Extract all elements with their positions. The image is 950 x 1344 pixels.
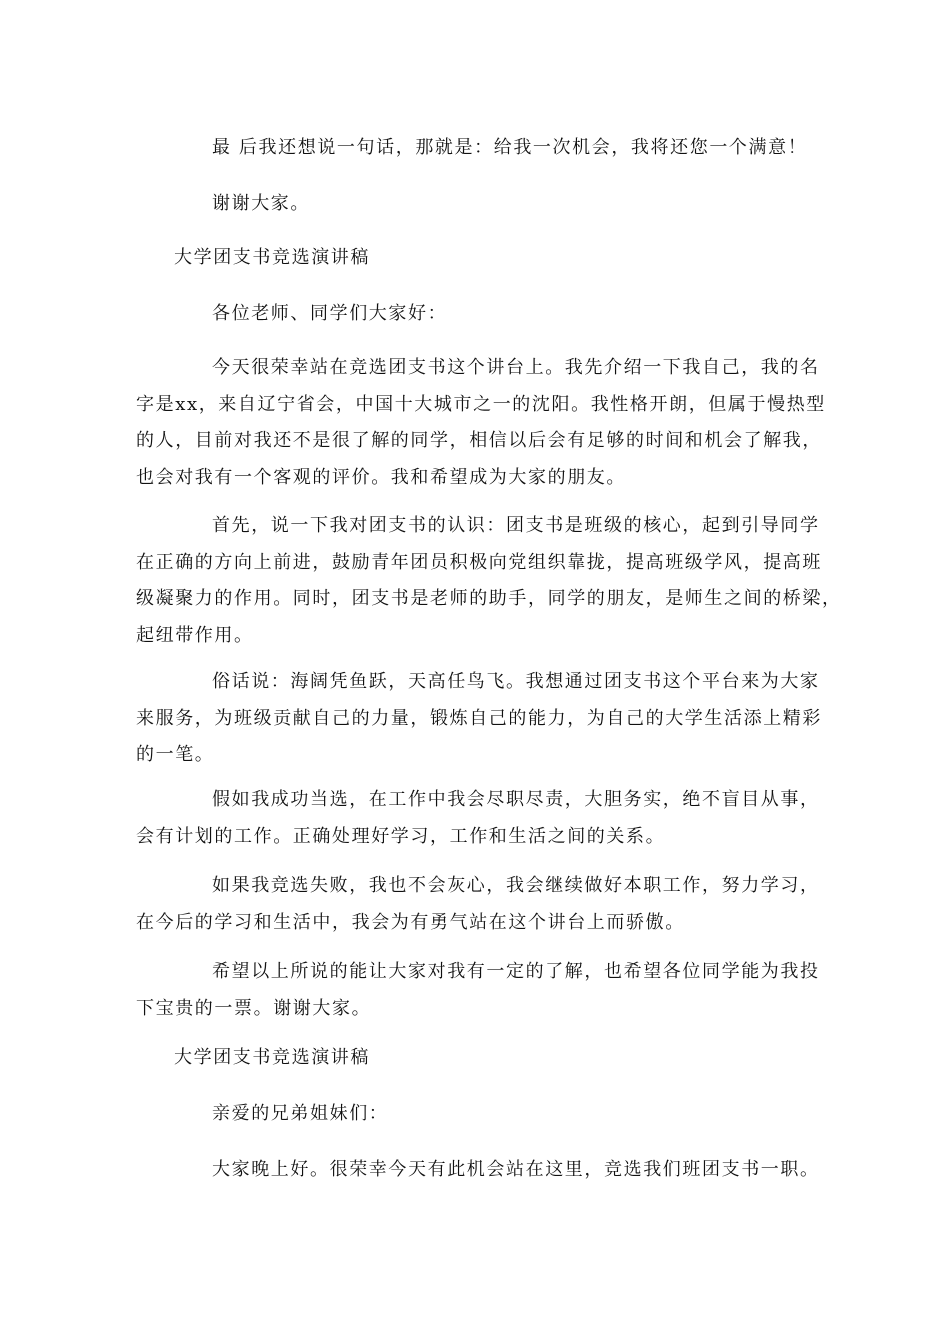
paragraph-line: 今天很荣幸站在竞选团支书这个讲台上。我先介绍一下我自己，我的名 <box>212 357 820 378</box>
thanks-line: 谢谢大家。 <box>212 193 310 214</box>
paragraph-line: 会有计划的工作。正确处理好学习，工作和生活之间的关系。 <box>136 825 666 847</box>
paragraph-line: 在今后的学习和生活中，我会为有勇气站在这个讲台上而骄傲。 <box>136 911 685 933</box>
paragraph-if-not-elected <box>136 868 826 941</box>
paragraph-line: 级凝聚力的作用。同时，团支书是老师的助手，同学的朋友，是师生之间的桥梁， <box>136 588 842 609</box>
greeting-2: 亲爱的兄弟姐妹们： <box>212 1103 389 1124</box>
paragraph-proverb <box>136 664 826 774</box>
paragraph-line: 俗话说：海阔凭鱼跃，天高任鸟飞。我想通过团支书这个平台来为大家 <box>212 671 820 692</box>
paragraph-line: 如果我竞选失败，我也不会灰心，我会继续做好本职工作，努力学习， <box>212 875 820 896</box>
paragraph-line: 下宝贵的一票。谢谢大家。 <box>136 997 372 1019</box>
paragraph-line: 来服务，为班级贡献自己的力量，锻炼自己的能力，为自己的大学生活添上精彩 <box>136 707 822 729</box>
paragraph-line: 的一笔。 <box>136 744 215 765</box>
paragraph-line: 的人，目前对我还不是很了解的同学，相信以后会有足够的时间和机会了解我， <box>136 430 822 451</box>
paragraph-closing <box>136 954 826 1027</box>
closing-line: 最 后我还想说一句话，那就是：给我一次机会，我将还您一个满意！ <box>212 137 808 158</box>
paragraph-line: 假如我成功当选，在工作中我会尽职尽责，大胆务实，绝不盲目从事， <box>212 789 820 810</box>
paragraph-line: 首先，说一下我对团支书的认识：团支书是班级的核心，起到引导同学 <box>212 515 820 536</box>
paragraph-intro <box>136 350 826 496</box>
paragraph-understanding <box>136 508 842 654</box>
paragraph-line: 起纽带作用。 <box>136 624 254 646</box>
speech-title-2: 大学团支书竞选演讲稿 <box>174 1047 370 1068</box>
paragraph-line: 在正确的方向上前进，鼓励青年团员积极向党组织靠拢，提高班级学风，提高班 <box>136 551 822 573</box>
paragraph-line: 也会对我有一个客观的评价。我和希望成为大家的朋友。 <box>136 466 626 488</box>
paragraph-evening: 大家晚上好。很荣幸今天有此机会站在这里，竞选我们班团支书一职。 <box>212 1159 820 1180</box>
speech-title-1: 大学团支书竞选演讲稿 <box>174 247 370 268</box>
paragraph-if-elected <box>136 782 826 855</box>
paragraph-line: 字是xx，来自辽宁省会，中国十大城市之一的沈阳。我性格开朗，但属于慢热型 <box>136 393 826 415</box>
paragraph-line: 希望以上所说的能让大家对我有一定的了解，也希望各位同学能为我投 <box>212 961 820 982</box>
greeting-1: 各位老师、同学们大家好： <box>212 303 448 324</box>
